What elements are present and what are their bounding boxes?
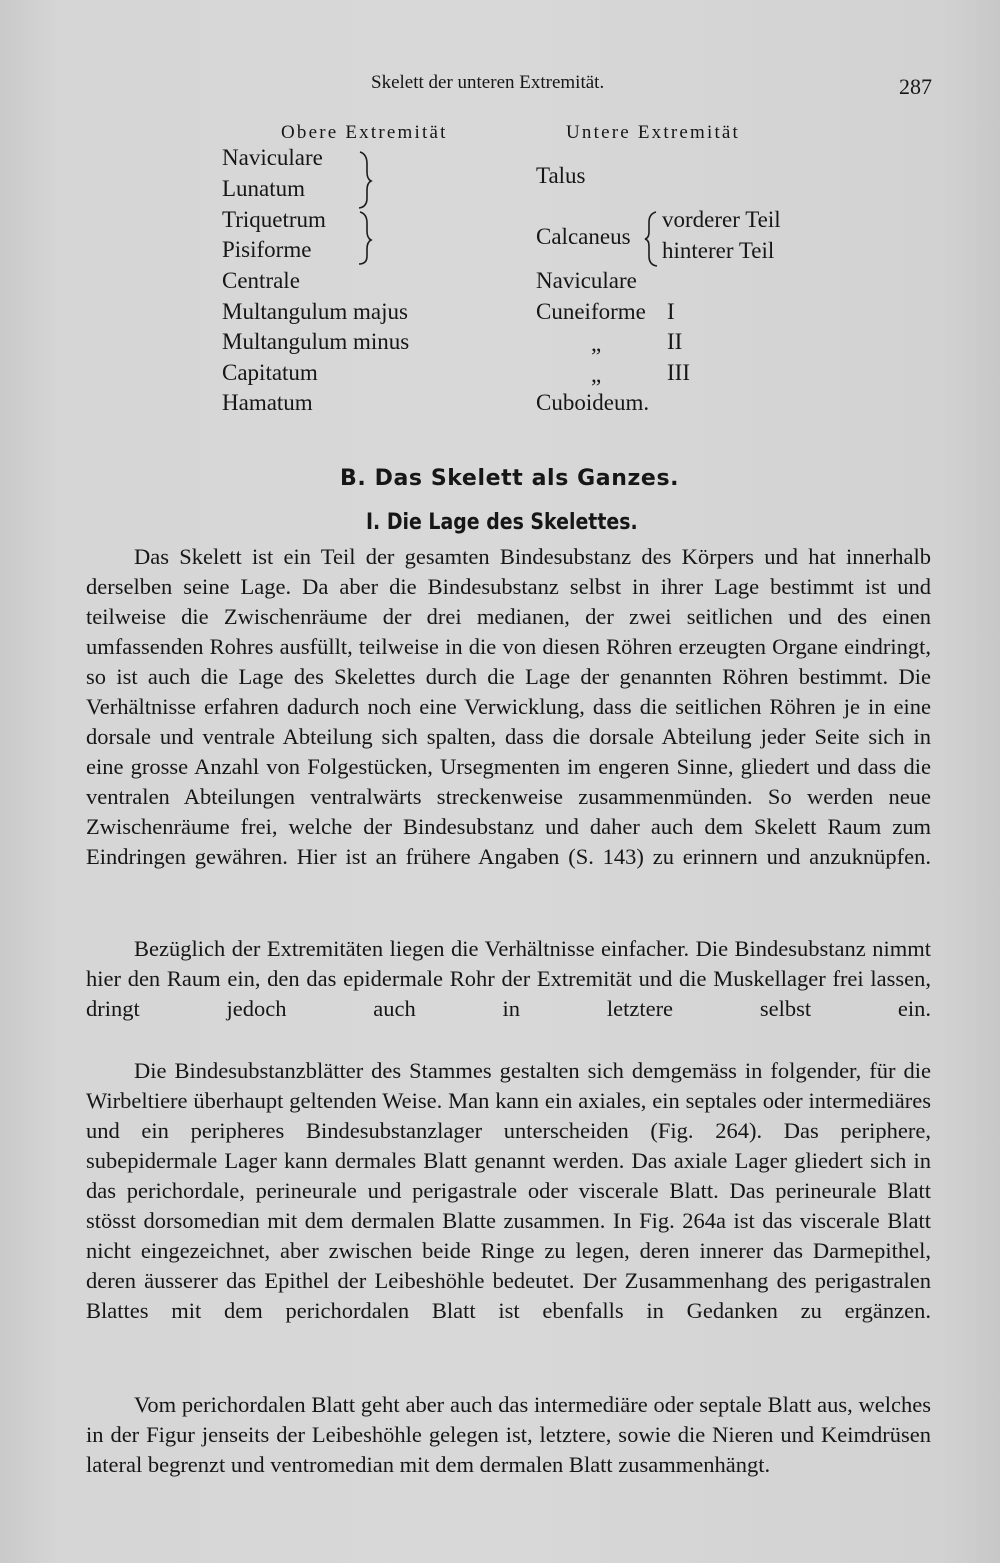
paragraph-3: Die Bindesubstanzblätter des Stammes gestalten sich demgemäss in folgender, für die Wirbeltiere überhaupt geltenden Weise. Man kann ein axiales, ein septales oder intermediäres und ein peripheres Bindesubstanzlager unterscheiden (Fig. 264). Das periphere, subepidermale Lager kann dermales Blatt genannt werden. Das axiale Lager gliedert sich in das perichordale, perineurale und perigastrale oder viscerale Blatt. Das perineurale Blatt stösst dorsomedian mit dem dermalen Blatte zusammen. In Fig. 264a ist das viscerale Blatt nicht eingezeichnet, aber zwischen beide Ringe zu legen, deren innerer das Darmepithel, deren äusserer das Epithel der Leibeshöhle bedeutet. Der Zusammenhang des perigastralen Blattes mit dem perichordalen Blatt ist ebenfalls in Gedanken zu ergänzen. xyxy=(86,1058,931,1323)
ditto-mark: „ xyxy=(591,331,602,356)
paragraph-4: Vom perichordalen Blatt geht aber auch das intermediäre oder septale Blatt aus, welches in der Figur jenseits der Leibeshöhle gelegen ist, letztere, sowie die Nieren und Keimdrüsen lateral begrenzt und ventromedian mit dem dermalen Blatt zusammenhängt. xyxy=(86,1392,931,1477)
brace-triquetrum-pisiforme xyxy=(359,212,371,264)
calcaneus-back-part: hinterer Teil xyxy=(662,238,775,263)
lower-bone-naviculare: Naviculare xyxy=(536,268,637,293)
lower-bone-calcaneus: Calcaneus xyxy=(536,224,631,249)
upper-bone-naviculare: Naviculare xyxy=(222,145,323,170)
upper-bone-multangulum-minus: Multangulum minus xyxy=(222,329,410,354)
upper-extremity-heading: Obere Extremität xyxy=(281,122,448,143)
upper-bone-capitatum: Capitatum xyxy=(222,360,318,385)
page-number: 287 xyxy=(899,74,932,99)
upper-bone-hamatum: Hamatum xyxy=(222,390,313,415)
lower-bone-cuboideum: Cuboideum. xyxy=(536,390,650,415)
lower-extremity-heading: Untere Extremität xyxy=(566,122,741,143)
running-header: Skelett der unteren Extremität. xyxy=(371,72,605,93)
upper-bone-pisiforme: Pisiforme xyxy=(222,237,312,262)
cuneiforme-numeral-2: II xyxy=(667,329,683,354)
section-heading-1: I. Die Lage des Skelettes. xyxy=(366,510,638,535)
lower-bone-talus: Talus xyxy=(536,163,586,188)
ditto-mark: „ xyxy=(591,362,602,387)
cuneiforme-numeral-3: III xyxy=(667,360,690,385)
brace-naviculare-lunatum xyxy=(359,152,371,208)
lower-bone-cuneiforme: Cuneiforme xyxy=(536,299,646,324)
paragraph-2: Bezüglich der Extremitäten liegen die Verhältnisse einfacher. Die Bindesubstanz nimmt hier den Raum ein, den das epidermale Rohr der Extremität und die Muskellager frei lassen, dringt jedoch auch in letztere selbst ein. xyxy=(86,936,931,1021)
calcaneus-brace xyxy=(640,210,660,268)
upper-bone-multangulum-majus: Multangulum majus xyxy=(222,299,408,324)
paragraph-1: Das Skelett ist ein Teil der gesamten Bindesubstanz des Körpers und hat innerhalb derselben seine Lage. Da aber die Bindesubstanz selbst in ihrer Lage bestimmt ist und teilweise die Zwischenräume der drei medianen, der zwei seitlichen und des einen umfassenden Rohres ausfüllt, teilweise in die von diesen Röhren erzeugten Organe eindringt, so ist auch die Lage des Skelettes durch die Lage der genannten Röhren bestimmt. Die Verhältnisse erfahren dadurch noch eine Verwicklung, dass die seitlichen Röhren je in eine dorsale und ventrale Abteilung sich spalten, dass die dorsale Abteilung jeder Seite sich in eine grosse Anzahl von Folgestücken, Ursegmenten im engeren Sinne, gliedert und dass die ventralen Abteilungen ventralwärts streckenweise zusammenmünden. So werden neue Zwischenräume frei, welche der Bindesubstanz und daher auch dem Skelett Raum zum Eindringen gewähren. Hier ist an frühere Angaben (S. 143) zu erinnern und anzuknüpfen. xyxy=(86,544,931,869)
cuneiforme-numeral-1: I xyxy=(667,299,675,324)
upper-bone-triquetrum: Triquetrum xyxy=(222,207,326,232)
grouping-braces xyxy=(356,150,376,265)
calcaneus-front-part: vorderer Teil xyxy=(662,207,781,232)
section-heading-b: B. Das Skelett als Ganzes. xyxy=(340,466,680,491)
upper-bone-lunatum: Lunatum xyxy=(222,176,306,201)
upper-bone-centrale: Centrale xyxy=(222,268,300,293)
